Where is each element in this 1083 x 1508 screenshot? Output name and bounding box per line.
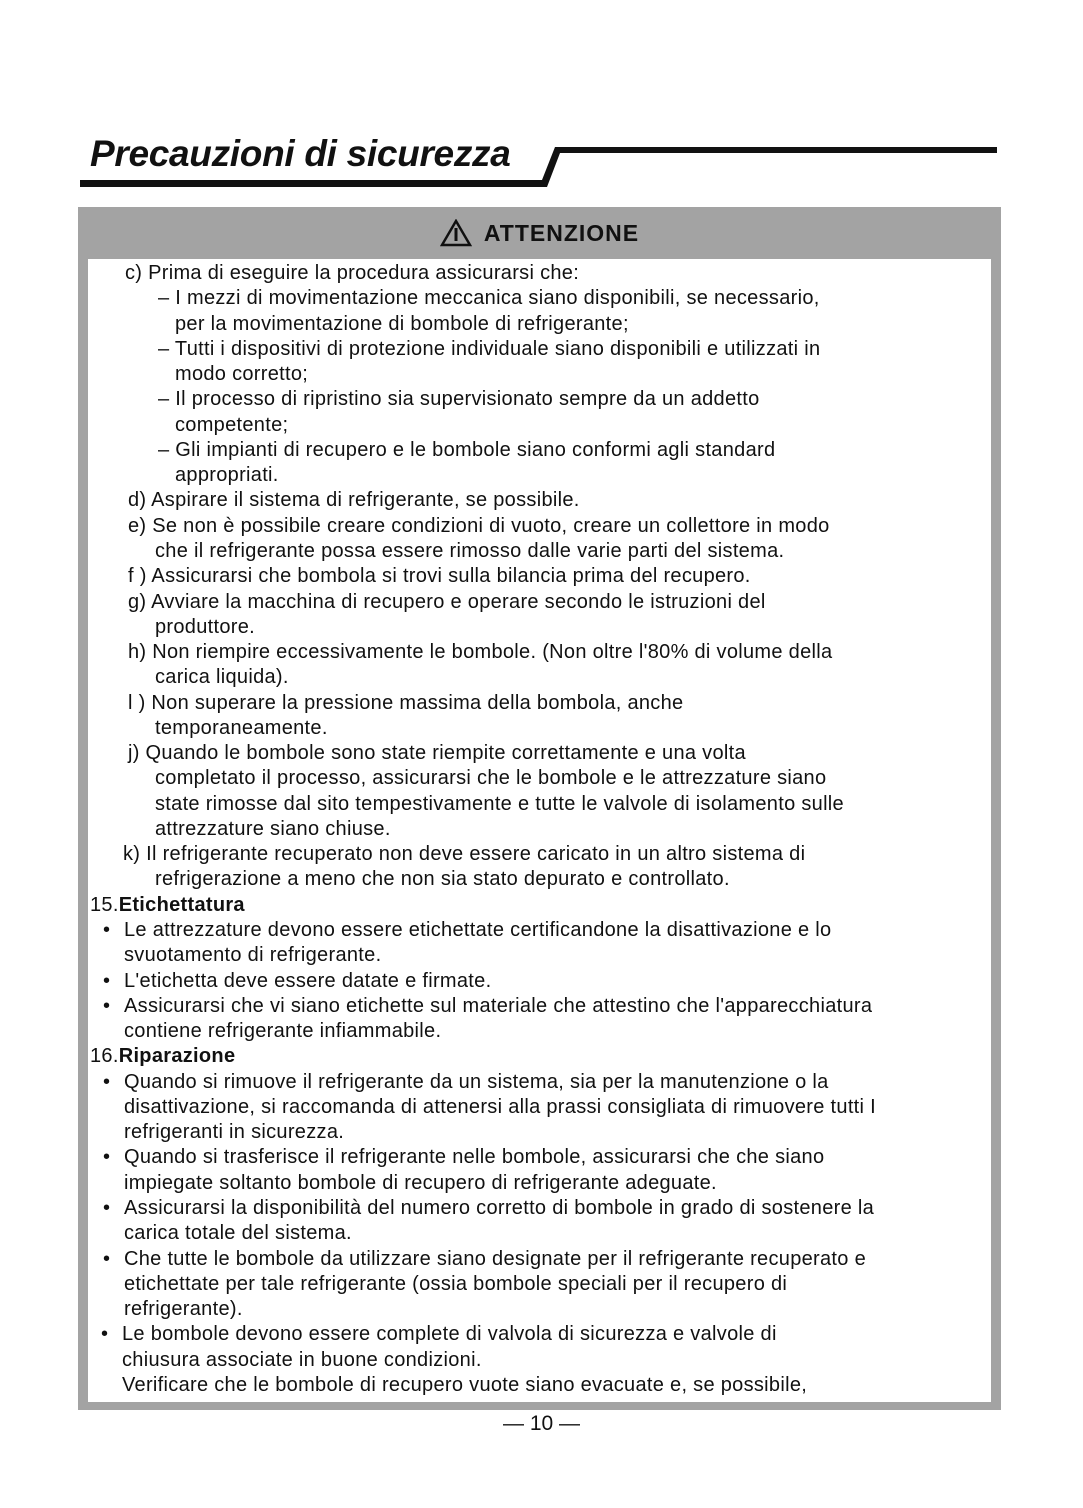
section-heading bbox=[90, 893, 245, 918]
section-number: 15. bbox=[90, 893, 119, 916]
page-title: Precauzioni di sicurezza bbox=[90, 133, 511, 174]
text-line: modo corretto; bbox=[175, 363, 309, 386]
text-line: disattivazione, si raccomanda di attenersi alla prassi consigliata di rimuovere tutti I bbox=[124, 1095, 876, 1118]
text-line: Le attrezzature devono essere etichettate certificandone la disattivazione e lo bbox=[124, 919, 832, 942]
bullet-icon: • bbox=[103, 1070, 111, 1093]
text-line: Assicurarsi la disponibilità del numero corretto di bombole in grado di sostenere la bbox=[124, 1196, 875, 1219]
section-heading bbox=[90, 1044, 235, 1069]
text-line: Le bombole devono essere complete di valvola di sicurezza e valvole di bbox=[122, 1323, 777, 1346]
bullet-icon: • bbox=[103, 1196, 111, 1219]
text-line: etichettate per tale refrigerante (ossia bombole speciali per il recupero di bbox=[124, 1272, 788, 1295]
text-line: e) Se non è possibile creare condizioni di vuoto, creare un collettore in modo bbox=[128, 514, 830, 537]
page-number: — 10 — bbox=[502, 1412, 581, 1435]
section-title: Etichettatura bbox=[118, 893, 245, 916]
section-number: 16. bbox=[90, 1045, 119, 1068]
text-line: l ) Non superare la pressione massima della bombola, anche bbox=[128, 691, 684, 714]
bullet-icon: • bbox=[103, 1247, 111, 1270]
text-line: – Gli impianti di recupero e le bombole siano conformi agli standard bbox=[158, 438, 776, 461]
text-line: produttore. bbox=[155, 615, 256, 638]
text-line: state rimosse dal sito tempestivamente e tutte le valvole di isolamento sulle bbox=[155, 792, 844, 815]
text-line: d) Aspirare il sistema di refrigerante, se possibile. bbox=[128, 489, 580, 512]
warning-banner bbox=[78, 207, 1001, 259]
text-line: svuotamento di refrigerante. bbox=[124, 944, 382, 967]
text-line: f ) Assicurarsi che bombola si trovi sulla bilancia prima del recupero. bbox=[128, 565, 751, 588]
warning-label: ATTENZIONE bbox=[483, 219, 640, 246]
text-line: carica totale del sistema. bbox=[124, 1222, 352, 1245]
text-line: Che tutte le bombole da utilizzare siano designate per il refrigerante recuperato e bbox=[124, 1247, 866, 1270]
text-line: contiene refrigerante infiammabile. bbox=[124, 1020, 442, 1043]
text-line: competente; bbox=[175, 413, 289, 436]
text-line: k) Il refrigerante recuperato non deve essere caricato in un altro sistema di bbox=[123, 843, 806, 866]
text-line: Quando si trasferisce il refrigerante nelle bombole, assicurarsi che che siano bbox=[124, 1146, 825, 1169]
text-line: temporaneamente. bbox=[155, 716, 328, 739]
text-line: chiusura associate in buone condizioni. bbox=[122, 1348, 482, 1371]
text-line: Verificare che le bombole di recupero vuote siano evacuate e, se possibile, bbox=[122, 1373, 808, 1396]
bullet-icon: • bbox=[103, 919, 111, 942]
text-line: g) Avviare la macchina di recupero e operare secondo le istruzioni del bbox=[128, 590, 766, 613]
text-line: refrigerante). bbox=[124, 1298, 243, 1321]
warning-triangle-icon bbox=[440, 219, 472, 247]
text-line: h) Non riempire eccessivamente le bombole. (Non oltre l'80% di volume della bbox=[128, 641, 833, 664]
text-line: impiegate soltanto bombole di recupero di refrigerante adeguate. bbox=[124, 1171, 717, 1194]
text-line: refrigerazione a meno che non sia stato depurato e controllato. bbox=[155, 868, 730, 891]
text-line: Quando si rimuove il refrigerante da un sistema, sia per la manutenzione o la bbox=[124, 1070, 829, 1093]
bullet-icon: • bbox=[101, 1323, 109, 1346]
bullet-icon: • bbox=[103, 969, 111, 992]
text-line: – Tutti i dispositivi di protezione individuale siano disponibili e utilizzati in bbox=[158, 337, 821, 360]
text-line: L'etichetta deve essere datate e firmate. bbox=[124, 969, 492, 992]
text-line: appropriati. bbox=[175, 464, 279, 487]
text-line: che il refrigerante possa essere rimosso dalle varie parti del sistema. bbox=[155, 539, 785, 562]
section-title: Riparazione bbox=[118, 1045, 236, 1068]
text-line: Assicurarsi che vi siano etichette sul materiale che attestino che l'apparecchiatura bbox=[124, 994, 873, 1017]
text-line: per la movimentazione di bombole di refrigerante; bbox=[175, 312, 629, 335]
title-rule bbox=[0, 0, 1083, 200]
text-line: completato il processo, assicurarsi che le bombole e le attrezzature siano bbox=[155, 767, 827, 790]
bullet-icon: • bbox=[103, 994, 111, 1017]
text-line: j) Quando le bombole sono state riempite correttamente e una volta bbox=[128, 742, 746, 765]
text-line: – Il processo di ripristino sia supervisionato sempre da un addetto bbox=[158, 388, 760, 411]
text-line: attrezzature siano chiuse. bbox=[155, 817, 391, 840]
bullet-icon: • bbox=[103, 1146, 111, 1169]
text-line: refrigeranti in sicurezza. bbox=[124, 1121, 345, 1144]
text-line: – I mezzi di movimentazione meccanica siano disponibili, se necessario, bbox=[158, 287, 820, 310]
text-line: carica liquida). bbox=[155, 666, 289, 689]
text-line: c) Prima di eseguire la procedura assicurarsi che: bbox=[125, 262, 580, 284]
